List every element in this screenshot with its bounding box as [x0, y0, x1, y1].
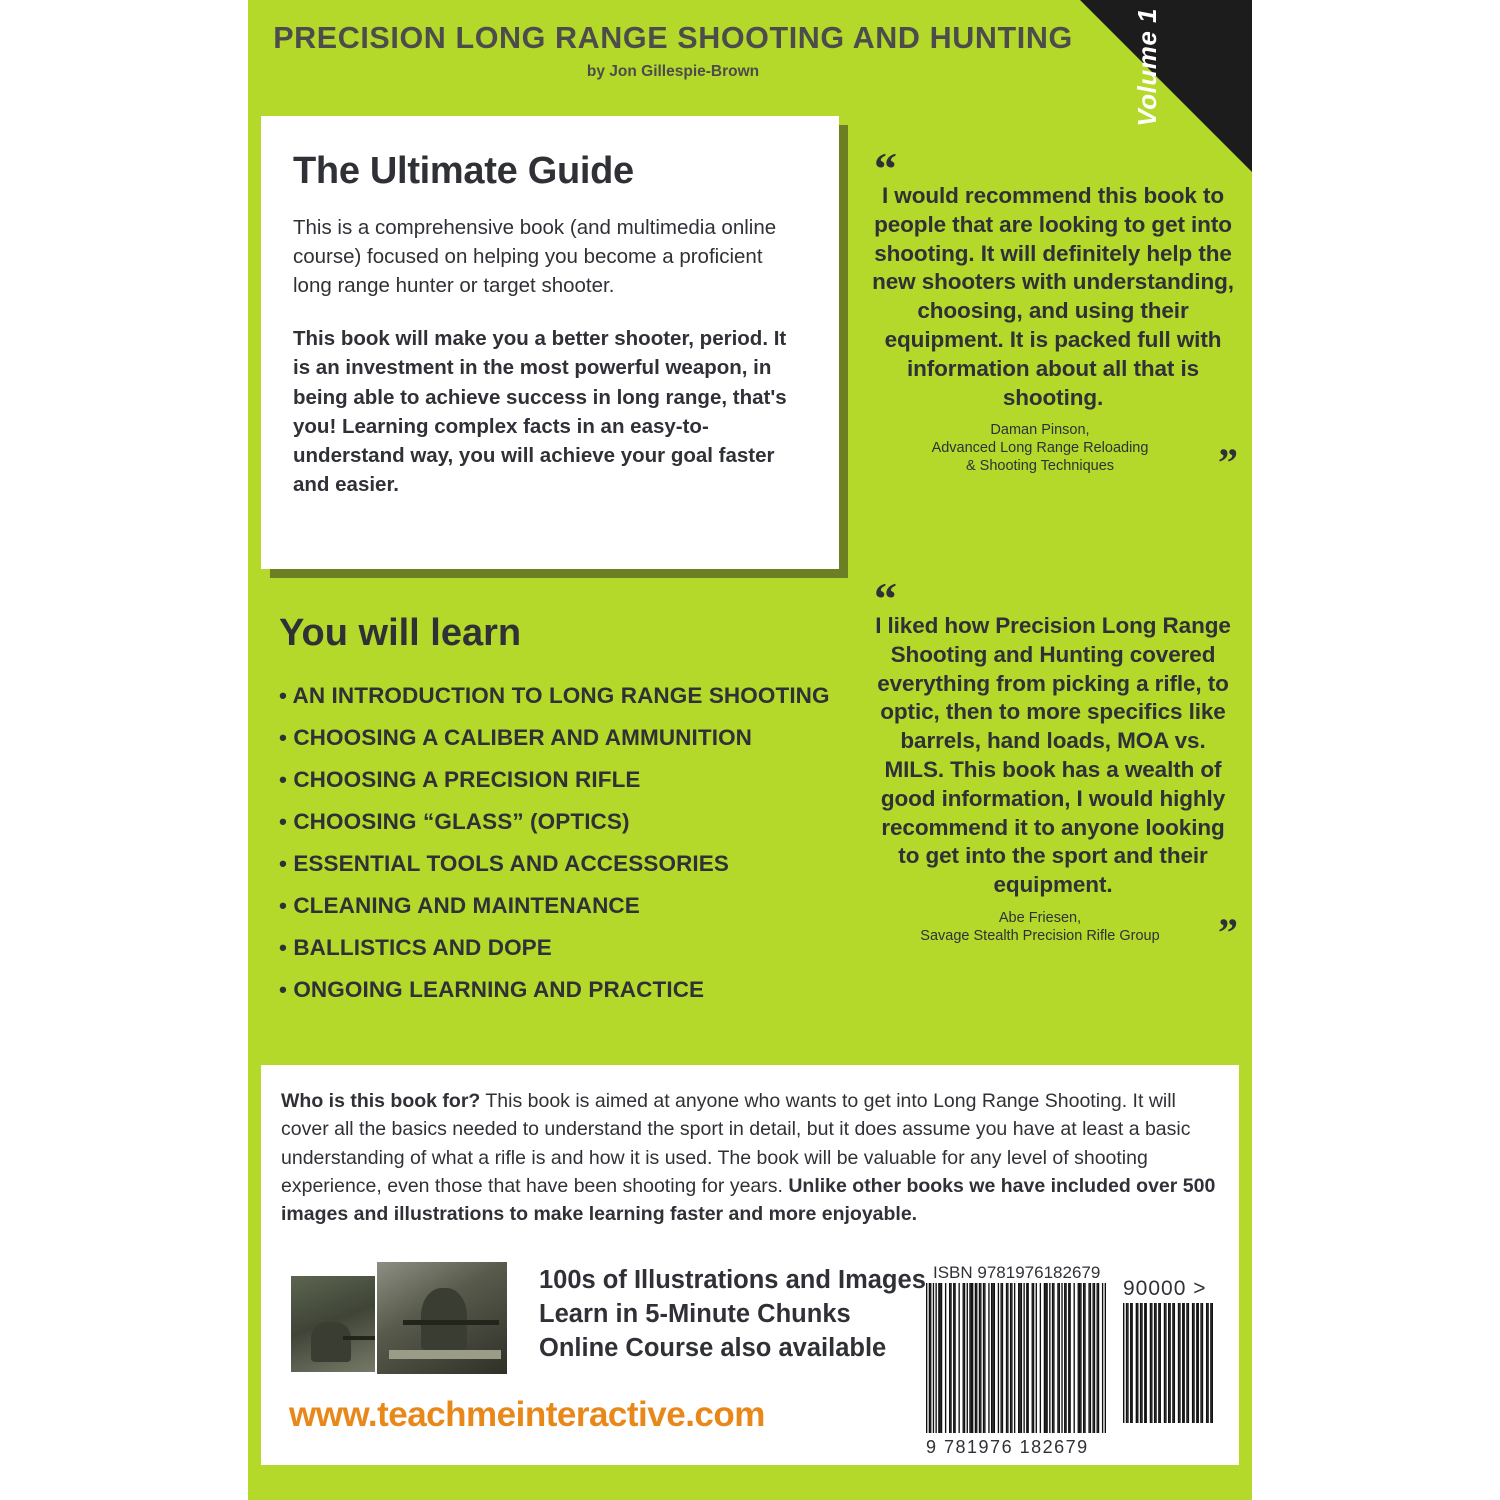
testimonial-attribution: [868, 909, 1238, 956]
barcode-addon: [1123, 1303, 1213, 1423]
volume-label: Volume 1: [1132, 8, 1162, 127]
feature-line-3: Online Course also available: [539, 1334, 887, 1363]
quote-close-icon: ”: [1218, 440, 1238, 486]
quote-open-icon: “: [874, 143, 897, 194]
feature-line-2: Learn in 5-Minute Chunks: [539, 1300, 851, 1329]
testimonial-org-line-2: & Shooting Techniques: [965, 457, 1115, 474]
barcode-addon-bars: [1123, 1303, 1213, 1423]
testimonial-org-line-1: Savage Stealth Precision Rifle Group: [920, 927, 1160, 944]
list-item: • AN INTRODUCTION TO LONG RANGE SHOOTING: [279, 683, 830, 708]
testimonial-text: I liked how Precision Long Range Shooting and Hunting covered everything from picking a rifle, to optic, then to more specifics like barrels, hand loads, MOA vs. MILS. This book has a wealth of good information, I would highly recommend it to anyone looking to get into the sport and their equipment.: [875, 613, 1231, 898]
testimonial-org-line-1: Advanced Long Range Reloading: [931, 440, 1149, 457]
bottom-info-panel: [261, 1065, 1239, 1465]
photo-collage: [289, 1260, 511, 1378]
feature-highlights: [539, 1263, 926, 1365]
testimonial-author: Daman Pinson,: [990, 422, 1090, 439]
ultimate-guide-heading: The Ultimate Guide: [293, 150, 634, 192]
quote-open-icon: “: [874, 573, 897, 624]
barcode-ean13: [926, 1283, 1106, 1433]
list-item: • CHOOSING A CALIBER AND AMMUNITION: [279, 725, 753, 750]
testimonial-text: I would recommend this book to people that are looking to get into shooting. It will definitely help the new shooters with understanding, choosing, and using their equipment. It is packed full with information about all that is shooting.: [872, 183, 1234, 410]
you-will-learn-section: [279, 612, 879, 1019]
feature-line-1: 100s of Illustrations and Images: [539, 1266, 926, 1294]
audience-lead: Who is this book for?: [281, 1090, 481, 1112]
ultimate-guide-paragraph-2: This book will make you a better shooter, period. It is an investment in the most powerful weapon, in being able to achieve success in long range, that's you! Learning complex facts in an easy-to-understand way, you will achieve your goal faster and easier.: [293, 327, 787, 496]
ultimate-guide-paragraph-1: This is a comprehensive book (and multimedia online course) focused on helping you become a proficient long range hunter or target shooter.: [293, 216, 777, 298]
testimonial-2: [868, 573, 1238, 956]
book-author: by Jon Gillespie-Brown: [586, 62, 760, 80]
photo-shooter-bench: [375, 1260, 509, 1376]
list-item: • BALLISTICS AND DOPE: [279, 935, 552, 960]
testimonial-1: [868, 143, 1238, 486]
you-will-learn-heading: You will learn: [279, 612, 522, 654]
list-item: • CHOOSING A PRECISION RIFLE: [279, 767, 641, 792]
barcode-ean13-bars: [926, 1283, 1106, 1433]
testimonial-attribution: [868, 422, 1238, 486]
audience-paragraph: [281, 1087, 1226, 1228]
book-title: PRECISION LONG RANGE SHOOTING AND HUNTING: [273, 21, 1073, 55]
list-item: • CLEANING AND MAINTENANCE: [279, 893, 640, 918]
isbn-label: ISBN 9781976182679: [933, 1263, 1101, 1282]
cover-header: [248, 22, 1098, 81]
list-item: • CHOOSING “GLASS” (OPTICS): [279, 809, 630, 834]
list-item: • ESSENTIAL TOOLS AND ACCESSORIES: [279, 851, 729, 876]
website-link[interactable]: www.teachmeinteractive.com: [289, 1395, 765, 1434]
ultimate-guide-panel: [261, 116, 839, 569]
barcode-addon-digits: 90000 >: [1123, 1277, 1207, 1300]
barcode-digits: 9 781976 182679: [926, 1437, 1089, 1457]
list-item: • ONGOING LEARNING AND PRACTICE: [279, 977, 705, 1002]
testimonial-author: Abe Friesen,: [998, 909, 1082, 926]
book-back-cover: [248, 0, 1252, 1500]
audience-highlight: Unlike other books we have included over 500 images and illustrations to make learning faster and more enjoyable.: [281, 1174, 1216, 1226]
audience-body: This book is aimed at anyone who wants to get into Long Range Shooting. It will cover all the basics needed to understand the sport in detail, but it does assume you have at least a basic understanding of what a rifle is and how it is used. The book will be valuable for any level of shooting experience, even those that have been shooting for years.: [281, 1090, 1191, 1197]
quote-close-icon: ”: [1218, 910, 1238, 956]
